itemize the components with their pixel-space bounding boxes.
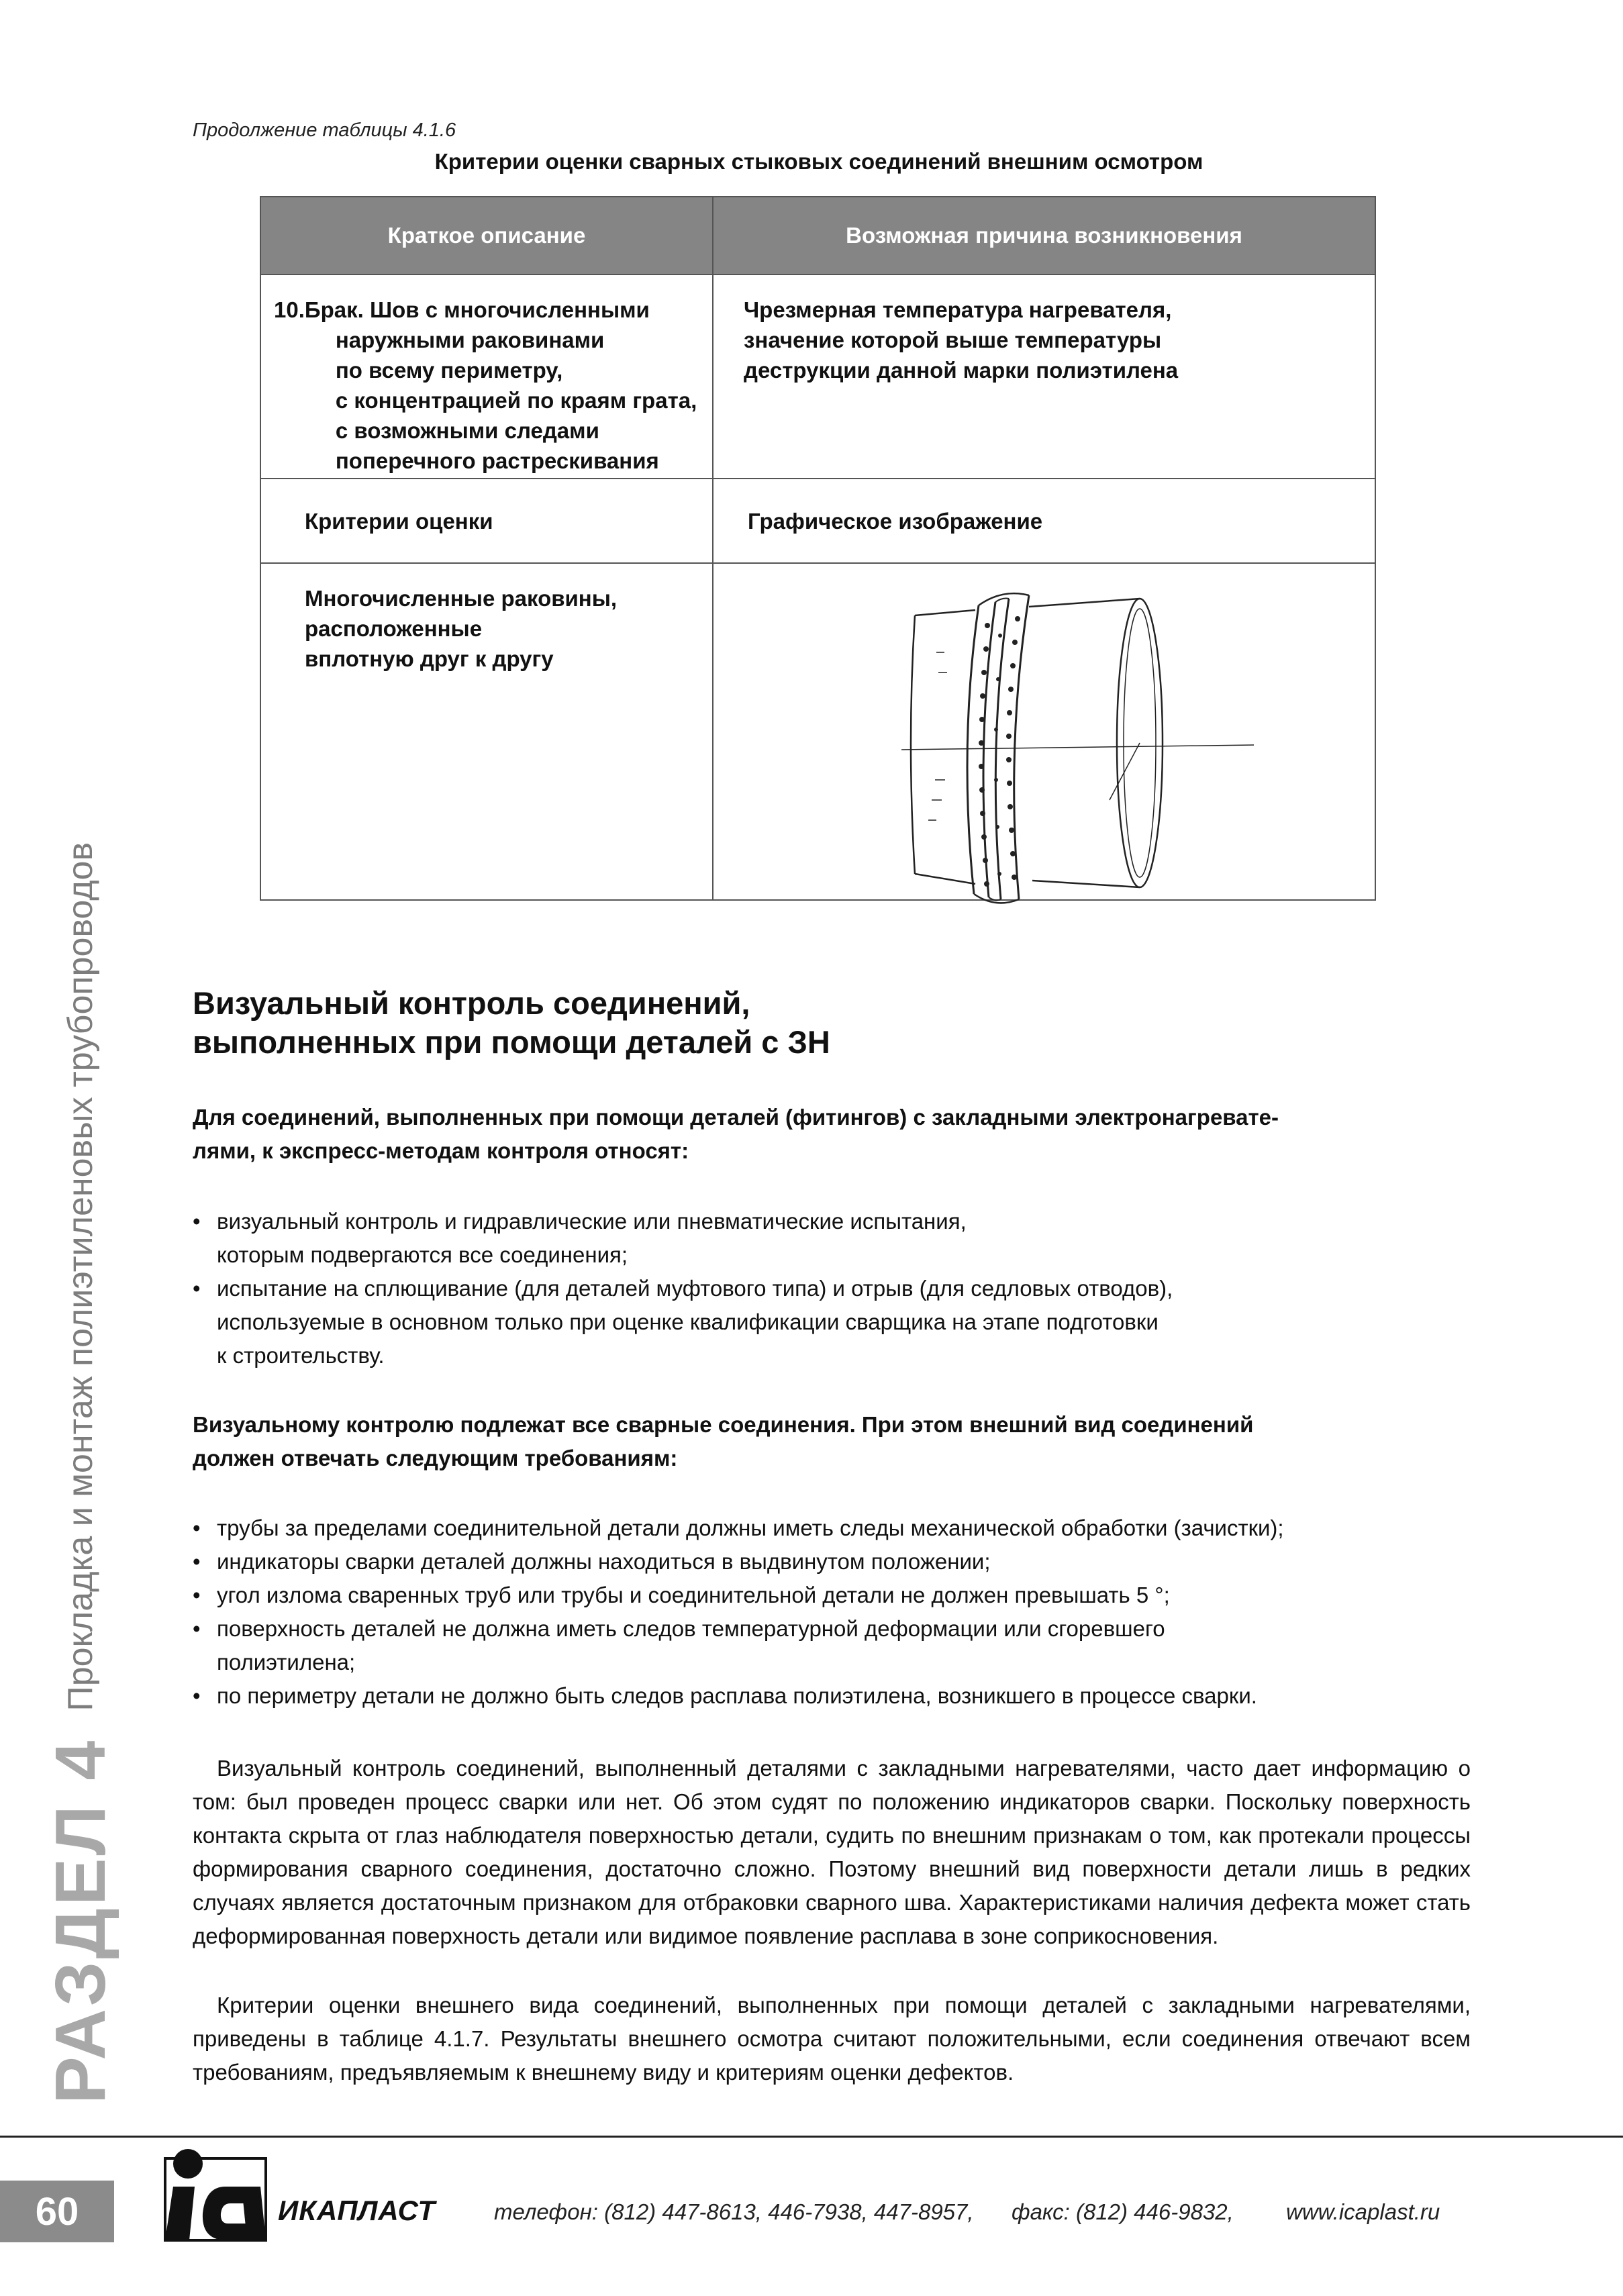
text-line: • индикаторы сварки деталей должны находиться в выдвинутом положении; [217, 1549, 991, 1574]
text-line: • угол излома сваренных труб или трубы и соединительной детали не должен превышать 5 °; [217, 1583, 1170, 1607]
criteria-header: Критерии оценки [305, 508, 493, 534]
text-line: • визуальный контроль и гидравлические или пневматические испытания, [217, 1209, 967, 1234]
text-line: используемые в основном только при оценке квалификации сварщика на этапе подготовки [217, 1309, 1159, 1334]
table-continuation-caption: Продолжение таблицы 4.1.6 [193, 119, 456, 141]
list-item [193, 1205, 1471, 1272]
list-item [193, 1679, 1471, 1713]
section-label: РАЗДЕЛ 4 [40, 1738, 120, 2104]
text-line: Визуальному контролю подлежат все сварные соединения. При этом внешний вид соединений [193, 1412, 1254, 1437]
criteria-line: расположенные [305, 616, 483, 641]
text-line: • поверхность деталей не должна иметь следов температурной деформации или сгоревшего [217, 1616, 1165, 1641]
defect-line: с возможными следами [335, 418, 599, 443]
section-subtitle: Прокладка и монтаж полиэтиленовых трубопроводов [61, 842, 100, 1711]
table-title: Критерии оценки сварных стыковых соединений внешним осмотром [434, 149, 1203, 174]
table-row [260, 274, 1375, 479]
criteria-line: Многочисленные раковины, [305, 586, 618, 611]
icaplast-logo-icon [153, 2146, 267, 2247]
criteria-line: вплотную друг к другу [305, 646, 554, 671]
heading-line: Визуальный контроль соединений, [193, 985, 750, 1021]
body-paragraph-1: Визуальный контроль соединений, выполненный деталями с закладными нагревателями, часто дает информацию о том: был проведен процесс сварки или нет. Об этом судят по положению индикаторов сварки. Поскольку поверхность контакта скрыта от глаз наблюдателя поверхностью детали, судить по внешним признакам о том, как протекали процессы формирования сварного соединения, достаточно сложно. Поэтому внешний вид поверхности детали лишь в редких случаях является достаточным признаком для отбраковки сварного шва. Характеристиками наличия дефекта может стать деформированная поверхность детали или видимое появление расплава в зоне соприкосновения. [193, 1756, 1471, 1948]
defect-line: по всему периметру, [335, 358, 563, 383]
defect-line: наружными раковинами [335, 328, 605, 352]
text-line: которым подвергаются все соединения; [217, 1242, 628, 1267]
requirements-list [193, 1511, 1471, 1713]
cause-cell [713, 274, 1375, 479]
express-methods-list [193, 1205, 1471, 1372]
body-paragraph-2: Критерии оценки внешнего вида соединений, выполненных при помощи деталей с закладными нагревателями, приведены в таблице 4.1.7. Результаты внешнего осмотра считают положительными, если соединения отвечают всем требованиям, предъявляемым к внешнему виду и критериям оценки дефектов. [193, 1993, 1471, 2085]
cause-line: деструкции данной марки полиэтилена [744, 358, 1179, 383]
text-line: • по периметру детали не должно быть следов расплава полиэтилена, возникшего в процессе сварки. [217, 1683, 1257, 1708]
defect-line: Брак. Шов с многочисленными [304, 297, 650, 322]
list-item [193, 1272, 1471, 1372]
criteria-table [260, 196, 1376, 901]
defect-number: 10. [274, 297, 305, 322]
text-line: • испытание на сплющивание (для деталей муфтового типа) и отрыв (для седловых отводов), [217, 1276, 1173, 1301]
heading-line: выполненных при помощи деталей с ЗН [193, 1024, 830, 1060]
intro-paragraph-2 [193, 1408, 1471, 1475]
graphic-header: Графическое изображение [748, 508, 1043, 534]
defect-line: поперечного растрескивания [335, 448, 659, 473]
list-item [193, 1511, 1471, 1545]
table-header-row [260, 197, 1375, 274]
text-line: полиэтилена; [217, 1650, 356, 1675]
list-item [193, 1545, 1471, 1579]
text-line: должен отвечать следующим требованиям: [193, 1446, 678, 1470]
table-row [260, 563, 1375, 900]
side-section-title [37, 829, 124, 2104]
website-link[interactable]: www.icaplast.ru [1286, 2199, 1440, 2224]
text-line: • трубы за пределами соединительной детали должны иметь следы механической обработки (зачистки); [217, 1515, 1284, 1540]
table-row [260, 479, 1375, 563]
cause-line: значение которой выше температуры [744, 328, 1162, 352]
defect-line: с концентрацией по краям грата, [335, 388, 697, 413]
intro-paragraph-1 [193, 1101, 1471, 1168]
weld-seam-drawing [895, 579, 1271, 907]
list-item [193, 1612, 1471, 1679]
graphic-cell [713, 563, 1375, 900]
criteria-cell [260, 563, 713, 900]
section-heading [193, 984, 830, 1062]
fax-number: факс: (812) 446-9832, [1012, 2199, 1234, 2224]
text-line: Для соединений, выполненных при помощи деталей (фитингов) с закладными электронагревате- [193, 1105, 1279, 1130]
text-line: к строительству. [217, 1343, 385, 1368]
graphic-header-cell [713, 479, 1375, 563]
phone-numbers: телефон: (812) 447-8613, 446-7938, 447-8957, [494, 2199, 974, 2224]
text-line: лями, к экспресс-методам контроля относят: [193, 1138, 689, 1163]
criteria-header-cell [260, 479, 713, 563]
list-item [193, 1579, 1471, 1612]
defect-description-cell [260, 274, 713, 479]
page-number: 60 [0, 2181, 114, 2242]
header-cause: Возможная причина возникновения [713, 197, 1375, 274]
brand-name: ИКАПЛАСТ [278, 2195, 436, 2226]
cause-line: Чрезмерная температура нагревателя, [744, 297, 1172, 322]
header-description: Краткое описание [260, 197, 713, 274]
footer-divider [0, 2136, 1623, 2138]
